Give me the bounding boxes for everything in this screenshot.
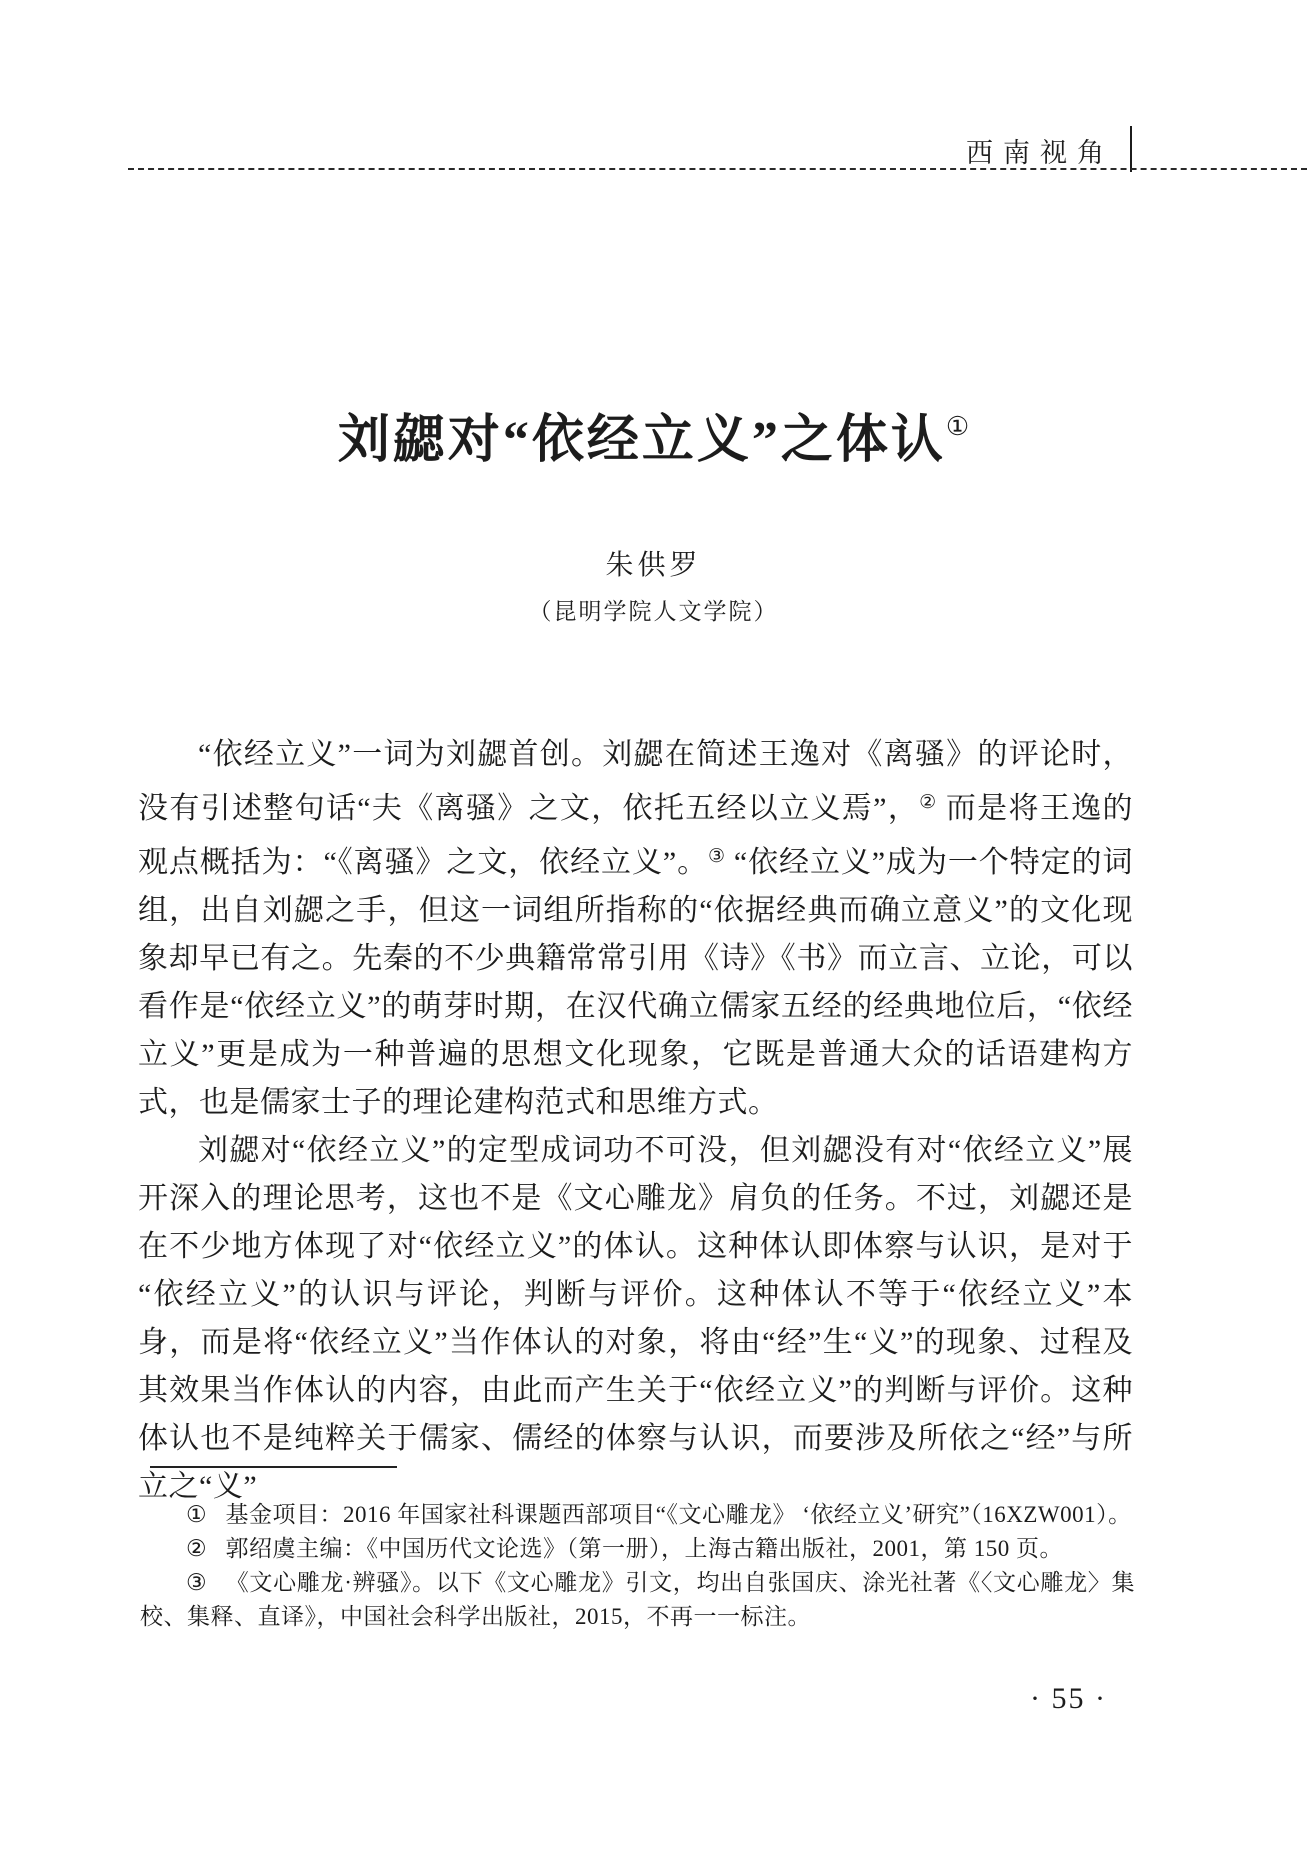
- footnote-1-marker: ①: [186, 1502, 208, 1527]
- footnote-2-marker: ②: [186, 1536, 208, 1561]
- body-paragraph-1: [138, 731, 1133, 1127]
- footnote-3-marker: ③: [186, 1570, 208, 1595]
- author-affiliation: （昆明学院人文学院）: [528, 599, 779, 624]
- article-title: [0, 408, 1307, 473]
- paragraph-1-text: 而是将王逸的观点概括为：“《离骚》之文，依经立义”。: [138, 792, 1133, 879]
- footnote-3-text: 《文心雕龙·辨骚》。以下《文心雕龙》引文，均出自张国庆、涂光社著《〈文心雕龙〉集校、集释、直译》，中国社会科学出版社，2015，不再一一标注。: [140, 1570, 1135, 1629]
- article-body: [138, 731, 1133, 1511]
- footnote-ref-3: ③: [708, 846, 726, 867]
- footnote-block: [140, 1498, 1135, 1634]
- paragraph-1-text: “依经立义”成为一个特定的词组，出自刘勰之手，但这一词组所指称的“依据经典而确立意义”的文化现象却早已有之。先秦的不少典籍常常引用《诗》《书》而立言、立论，可以看作是“依经立义”的萌芽时期，在汉代确立儒家五经的经典地位后，“依经立义”更是成为一种普遍的思想文化现象，它既是普通大众的话语建构方式，也是儒家士子的理论建构范式和思维方式。: [138, 846, 1133, 1119]
- footnote-1-text: 基金项目：2016 年国家社科课题西部项目“《文心雕龙》 ‘依经立义’研究”（16XZW001）。: [225, 1502, 1132, 1527]
- footnote-2: [140, 1532, 1135, 1566]
- article-title-text: 刘勰对“依经立义”之体认: [337, 412, 946, 469]
- footnote-1: [140, 1498, 1135, 1532]
- title-footnote-ref-1: ①: [945, 412, 970, 441]
- section-label: 西南视角: [966, 138, 1114, 168]
- paragraph-1-text: “依经立义”一词为刘勰首创。刘勰在简述王逸对《离骚》的评论时，没有引述整句话“夫《离骚》之文，依托五经以立义焉”，: [138, 738, 1133, 825]
- footnote-ref-2: ②: [919, 792, 938, 813]
- footnote-3: [140, 1566, 1135, 1634]
- footnote-2-text: 郭绍虞主编：《中国历代文论选》（第一册），上海古籍出版社，2001，第 150 页。: [225, 1536, 1064, 1561]
- header-dashed-divider: [128, 168, 1307, 170]
- footnote-separator-rule: [150, 1466, 397, 1468]
- header-vertical-rule: [1130, 126, 1132, 172]
- body-paragraph-2: 刘勰对“依经立义”的定型成词功不可没，但刘勰没有对“依经立义”展开深入的理论思考，这也不是《文心雕龙》肩负的任务。不过，刘勰还是在不少地方体现了对“依经立义”的体认。这种体认即体察与认识，是对于“依经立义”的认识与评论，判断与评价。这种体认不等于“依经立义”本身，而是将“依经立义”当作体认的对象，将由“经”生“义”的现象、过程及其效果当作体认的内容，由此而产生关于“依经立义”的判断与评价。这种体认也不是纯粹关于儒家、儒经的体察与认识，而要涉及所依之“经”与所立之“义”: [138, 1134, 1133, 1503]
- author-name: 朱供罗: [605, 550, 702, 581]
- page-number: · 55 ·: [1030, 1682, 1107, 1715]
